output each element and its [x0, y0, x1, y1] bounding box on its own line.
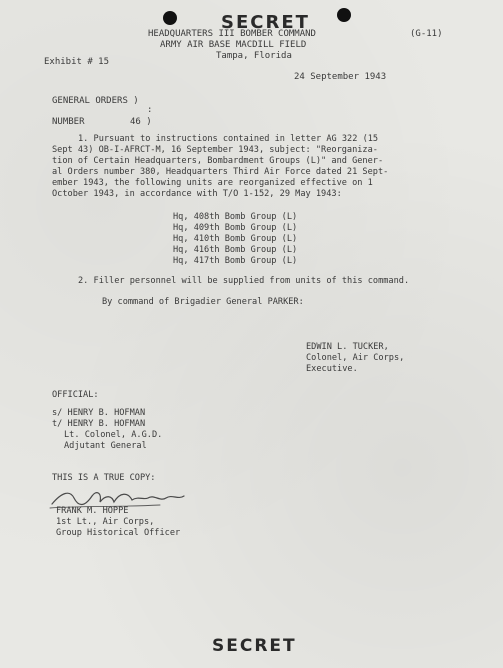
- list-item: Hq, 417th Bomb Group (L): [173, 256, 298, 266]
- punch-hole-left: [163, 11, 177, 25]
- header-line-3: Tampa, Florida: [216, 51, 292, 61]
- paragraph-1-line-5: ember 1943, the following units are reorganized effective on 1: [52, 178, 373, 188]
- list-item: Hq, 408th Bomb Group (L): [173, 212, 298, 222]
- paragraph-1-line-3: tion of Certain Headquarters, Bombardment Groups (L)" and Gener-: [52, 156, 384, 166]
- order-date: 24 September 1943: [294, 72, 387, 82]
- true-copy-label: THIS IS A TRUE COPY:: [52, 473, 156, 483]
- header-ref: (G-11): [410, 29, 443, 39]
- signer-name: EDWIN L. TUCKER,: [306, 342, 389, 352]
- general-orders-label: GENERAL ORDERS ): [52, 96, 139, 106]
- punch-hole-right: [337, 8, 351, 22]
- official-label: OFFICIAL:: [52, 390, 99, 400]
- official-line-3: Lt. Colonel, A.G.D.: [64, 430, 163, 440]
- orders-bracket: :: [147, 105, 153, 115]
- command-line: By command of Brigadier General PARKER:: [102, 297, 304, 307]
- exhibit-label: Exhibit # 15: [44, 57, 110, 67]
- paragraph-1-line-2: Sept 43) OB-I-AFRCT-M, 16 September 1943, subject: "Reorganiza-: [52, 145, 378, 155]
- certifier-name: FRANK M. HOPPE: [56, 506, 129, 516]
- official-line-4: Adjutant General: [64, 441, 147, 451]
- list-item: Hq, 410th Bomb Group (L): [173, 234, 298, 244]
- paragraph-1-line-1: 1. Pursuant to instructions contained in letter AG 322 (15: [78, 134, 379, 144]
- classification-bottom: SECRET: [212, 636, 297, 656]
- signer-title: Executive.: [306, 364, 358, 374]
- list-item: Hq, 416th Bomb Group (L): [173, 245, 298, 255]
- paragraph-1-line-4: al Orders number 380, Headquarters Third Air Force dated 21 Sept-: [52, 167, 389, 177]
- official-line-1: s/ HENRY B. HOFMAN: [52, 408, 146, 418]
- official-line-2: t/ HENRY B. HOFMAN: [52, 419, 146, 429]
- certifier-rank: 1st Lt., Air Corps,: [56, 517, 155, 527]
- orders-number-label: NUMBER: [52, 117, 85, 127]
- certifier-title: Group Historical Officer: [56, 528, 181, 538]
- paragraph-1-line-6: October 1943, in accordance with T/O 1-152, 29 May 1943:: [52, 189, 342, 199]
- header-line-2: ARMY AIR BASE MACDILL FIELD: [160, 40, 307, 50]
- paragraph-2: 2. Filler personnel will be supplied from units of this command.: [78, 276, 410, 286]
- list-item: Hq, 409th Bomb Group (L): [173, 223, 298, 233]
- signer-rank: Colonel, Air Corps,: [306, 353, 405, 363]
- classification-top: SECRET: [221, 12, 310, 33]
- header-line-1: HEADQUARTERS III BOMBER COMMAND: [148, 29, 316, 39]
- orders-number: 46 ): [130, 117, 152, 127]
